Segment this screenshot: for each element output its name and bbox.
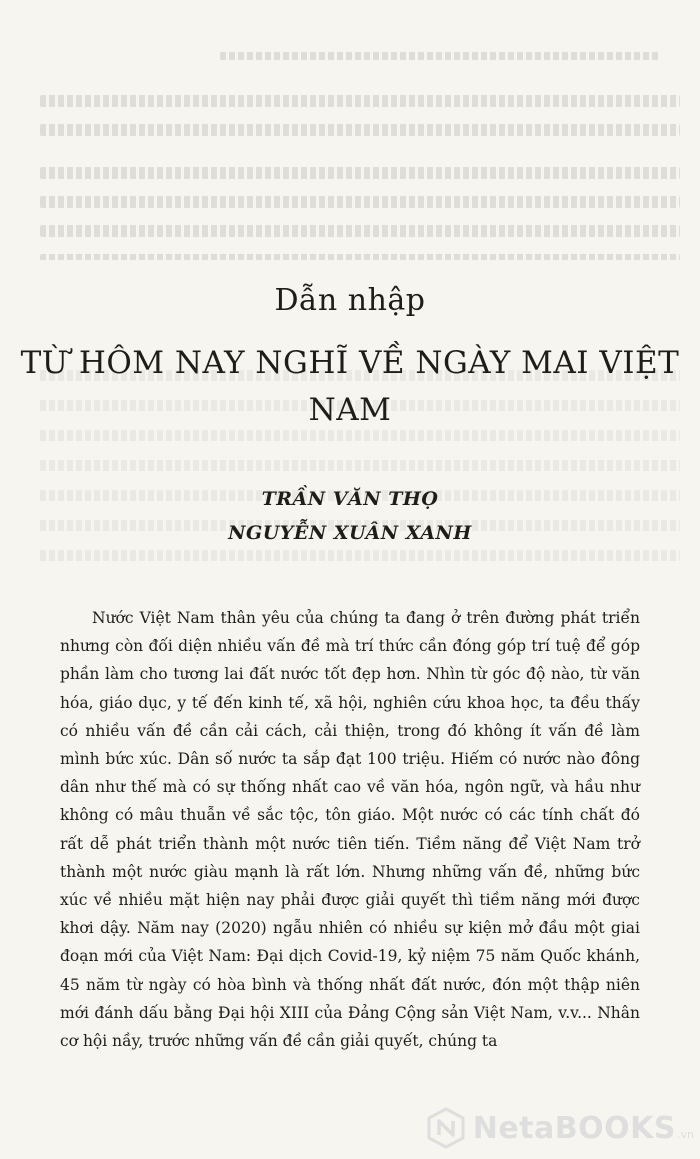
watermark-brand: NetaBOOKS [472,1110,677,1146]
body-paragraph: Nước Việt Nam thân yêu của chúng ta đang ở trên đường phát triển nhưng còn đối diện nhiều vấn đề mà trí thức cần đóng góp trí tuệ để góp phần làm cho tương lai đất nước tốt đẹp hơn. Nhìn từ góc độ nào, từ văn hóa, giáo dục, y tế đến kinh tế, xã hội, nghiên cứu khoa học, ta đều thấy có nhiều vấn đề cần cải cách, cải thiện, trong đó không ít vấn đề làm mình bức xúc. Dân số nước ta sắp đạt 100 triệu. Hiếm có nước nào đông dân như thế mà có sự thống nhất cao về văn hóa, ngôn ngữ, và hầu như không có mâu thuẫn về sắc tộc, tôn giáo. Một nước có các tính chất đó rất dễ phát triển thành một nước tiên tiến. Tiềm năng để Việt Nam trở thành một nước giàu mạnh là rất lớn. Nhưng những vấn đề, những bức xúc về nhiều mặt hiện nay phải được giải quyết thì tiềm năng mới được khơi dậy. Năm nay (2020) ngẫu nhiên có nhiều sự kiện mở đầu một giai đoạn mới của Việt Nam: Đại dịch Covid-19, kỷ niệm 75 năm Quốc khánh, 45 năm từ ngày có hòa bình và thống nhất đất nước, đón một thập niên mới đánh dấu bằng Đại hội XIII của Đảng Cộng sản Việt Nam, v.v... Nhân cơ hội nầy, trước những vấn đề cần giải quyết, chúng ta [60,609,640,1051]
chapter-title: TỪ HÔM NAY NGHĨ VỀ NGÀY MAI VIỆT NAM [20,345,680,428]
author-list [0,482,700,550]
section-label: Dẫn nhập [274,283,426,318]
watermark-suffix: .vn [677,1128,694,1141]
author-name: TRẦN VĂN THỌ [261,488,439,510]
netabooks-logo-icon [425,1107,467,1149]
netabooks-watermark [425,1107,694,1149]
show-through-text [0,0,700,260]
author-name: NGUYỄN XUÂN XANH [228,522,472,544]
